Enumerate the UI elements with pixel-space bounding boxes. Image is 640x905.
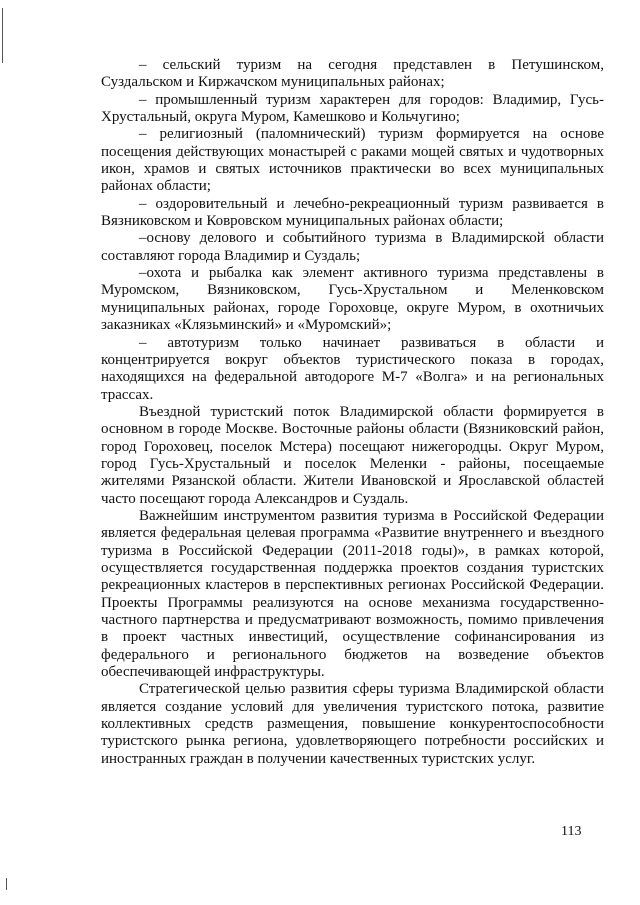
text-line: икон, храмов и святых источников практически во всех муниципальных (101, 161, 604, 178)
page-number: 113 (561, 824, 582, 839)
text-line: Муромском, Вязниковском, Гусь-Хрустальном и Меленковском (101, 282, 604, 299)
text-line: – промышленный туризм характерен для городов: Владимир, Гусь- (139, 91, 604, 108)
text-line: находящихся на федеральной автодороге М-7 «Волга» и на региональных (101, 369, 604, 386)
text-line: Вязниковском и Ковровском муниципальных районах области; (101, 213, 504, 230)
document-body (101, 57, 604, 768)
text-line: коллективных средств размещения, повышение конкурентоспособности (101, 716, 604, 733)
text-line: туризма в Российской Федерации (2011-2018 годы)», в рамках которой, (101, 542, 604, 559)
text-line: федерального и регионального бюджетов на возведение объектов (101, 646, 604, 663)
text-line: жителями Рязанской области. Жители Ивановской и Ярославской областей (101, 473, 604, 490)
text-line: Въездной туристский поток Владимирской области формируется в (139, 403, 604, 420)
text-line: концентрируется вокруг объектов туристического показа в городах, (101, 351, 604, 368)
paragraph (101, 404, 604, 508)
paragraph (101, 126, 604, 195)
text-line: в проект частных инвестиций, осуществление софинансирования из (101, 629, 604, 646)
text-line: – сельский туризм на сегодня представлен в Петушинском, (139, 57, 604, 73)
text-line: Важнейшим инструментом развития туризма в Российской Федерации (139, 507, 604, 524)
paragraph (101, 57, 604, 92)
paragraph (101, 230, 604, 265)
paragraph (101, 265, 604, 334)
text-line: является создание условий для увеличения туристского потока, развитие (101, 698, 604, 715)
paragraph (101, 92, 604, 127)
text-line: основном в городе Москве. Восточные районы области (Вязниковский район, (101, 421, 604, 438)
text-line: районах области; (101, 178, 211, 195)
text-line: – автотуризм только начинает развиваться в области и (139, 334, 604, 351)
text-line: часто посещают города Александров и Суздаль. (101, 490, 409, 507)
paragraph (101, 335, 604, 404)
scan-edge-mark (6, 878, 7, 890)
text-line: муниципальных районах, городе Гороховце, округе Муром, в охотничьих (101, 299, 604, 316)
text-line: –охота и рыбалка как элемент активного туризма представлены в (139, 265, 604, 282)
text-line: Стратегической целью развития сферы туризма Владимирской области (139, 681, 604, 698)
text-line: –основу делового и событийного туризма в Владимирской области (139, 230, 604, 247)
text-line: иностранных граждан в получении качественных туристских услуг. (101, 750, 536, 767)
text-line: Суздальском и Киржачском муниципальных районах; (101, 74, 445, 91)
text-line: является федеральная целевая программа «Развитие внутреннего и въездного (101, 525, 604, 542)
paragraph (101, 196, 604, 231)
text-line: Проекты Программы реализуются на основе механизма государственно- (101, 594, 604, 611)
text-line: частного партнерства и предусматривают возможность, помимо привлечения (101, 612, 604, 628)
paragraph (101, 508, 604, 681)
text-line: трассах. (101, 386, 154, 403)
paragraph (101, 681, 604, 768)
text-line: составляют города Владимир и Суздаль; (101, 247, 361, 264)
text-line: обеспечивающей инфраструктуры. (101, 664, 325, 681)
text-line: рекреационных кластеров в перспективных регионах Российской Федерации. (101, 577, 604, 594)
text-line: туристского рынка региона, удовлетворяющего потребности российских и (101, 733, 604, 750)
text-line: город Гороховец, поселок Мстера) посещают нижегородцы. Округ Муром, (101, 438, 604, 455)
text-line: осуществляется государственная поддержка проектов создания туристских (101, 559, 604, 576)
text-line: – религиозный (паломнический) туризм формируется на основе (139, 126, 604, 143)
text-line: – оздоровительный и лечебно-рекреационный туризм развивается в (139, 195, 604, 212)
text-line: заказниках «Клязьминский» и «Муромский»; (101, 317, 392, 334)
text-line: посещения действующих монастырей с раками мощей святых и чудотворных (101, 143, 604, 160)
text-line: Хрустальный, округа Муром, Камешково и Кольчугино; (101, 109, 460, 126)
scan-edge-mark (2, 8, 3, 63)
text-line: город Гусь-Хрустальный и поселок Меленки - районы, посещаемые (101, 455, 604, 472)
